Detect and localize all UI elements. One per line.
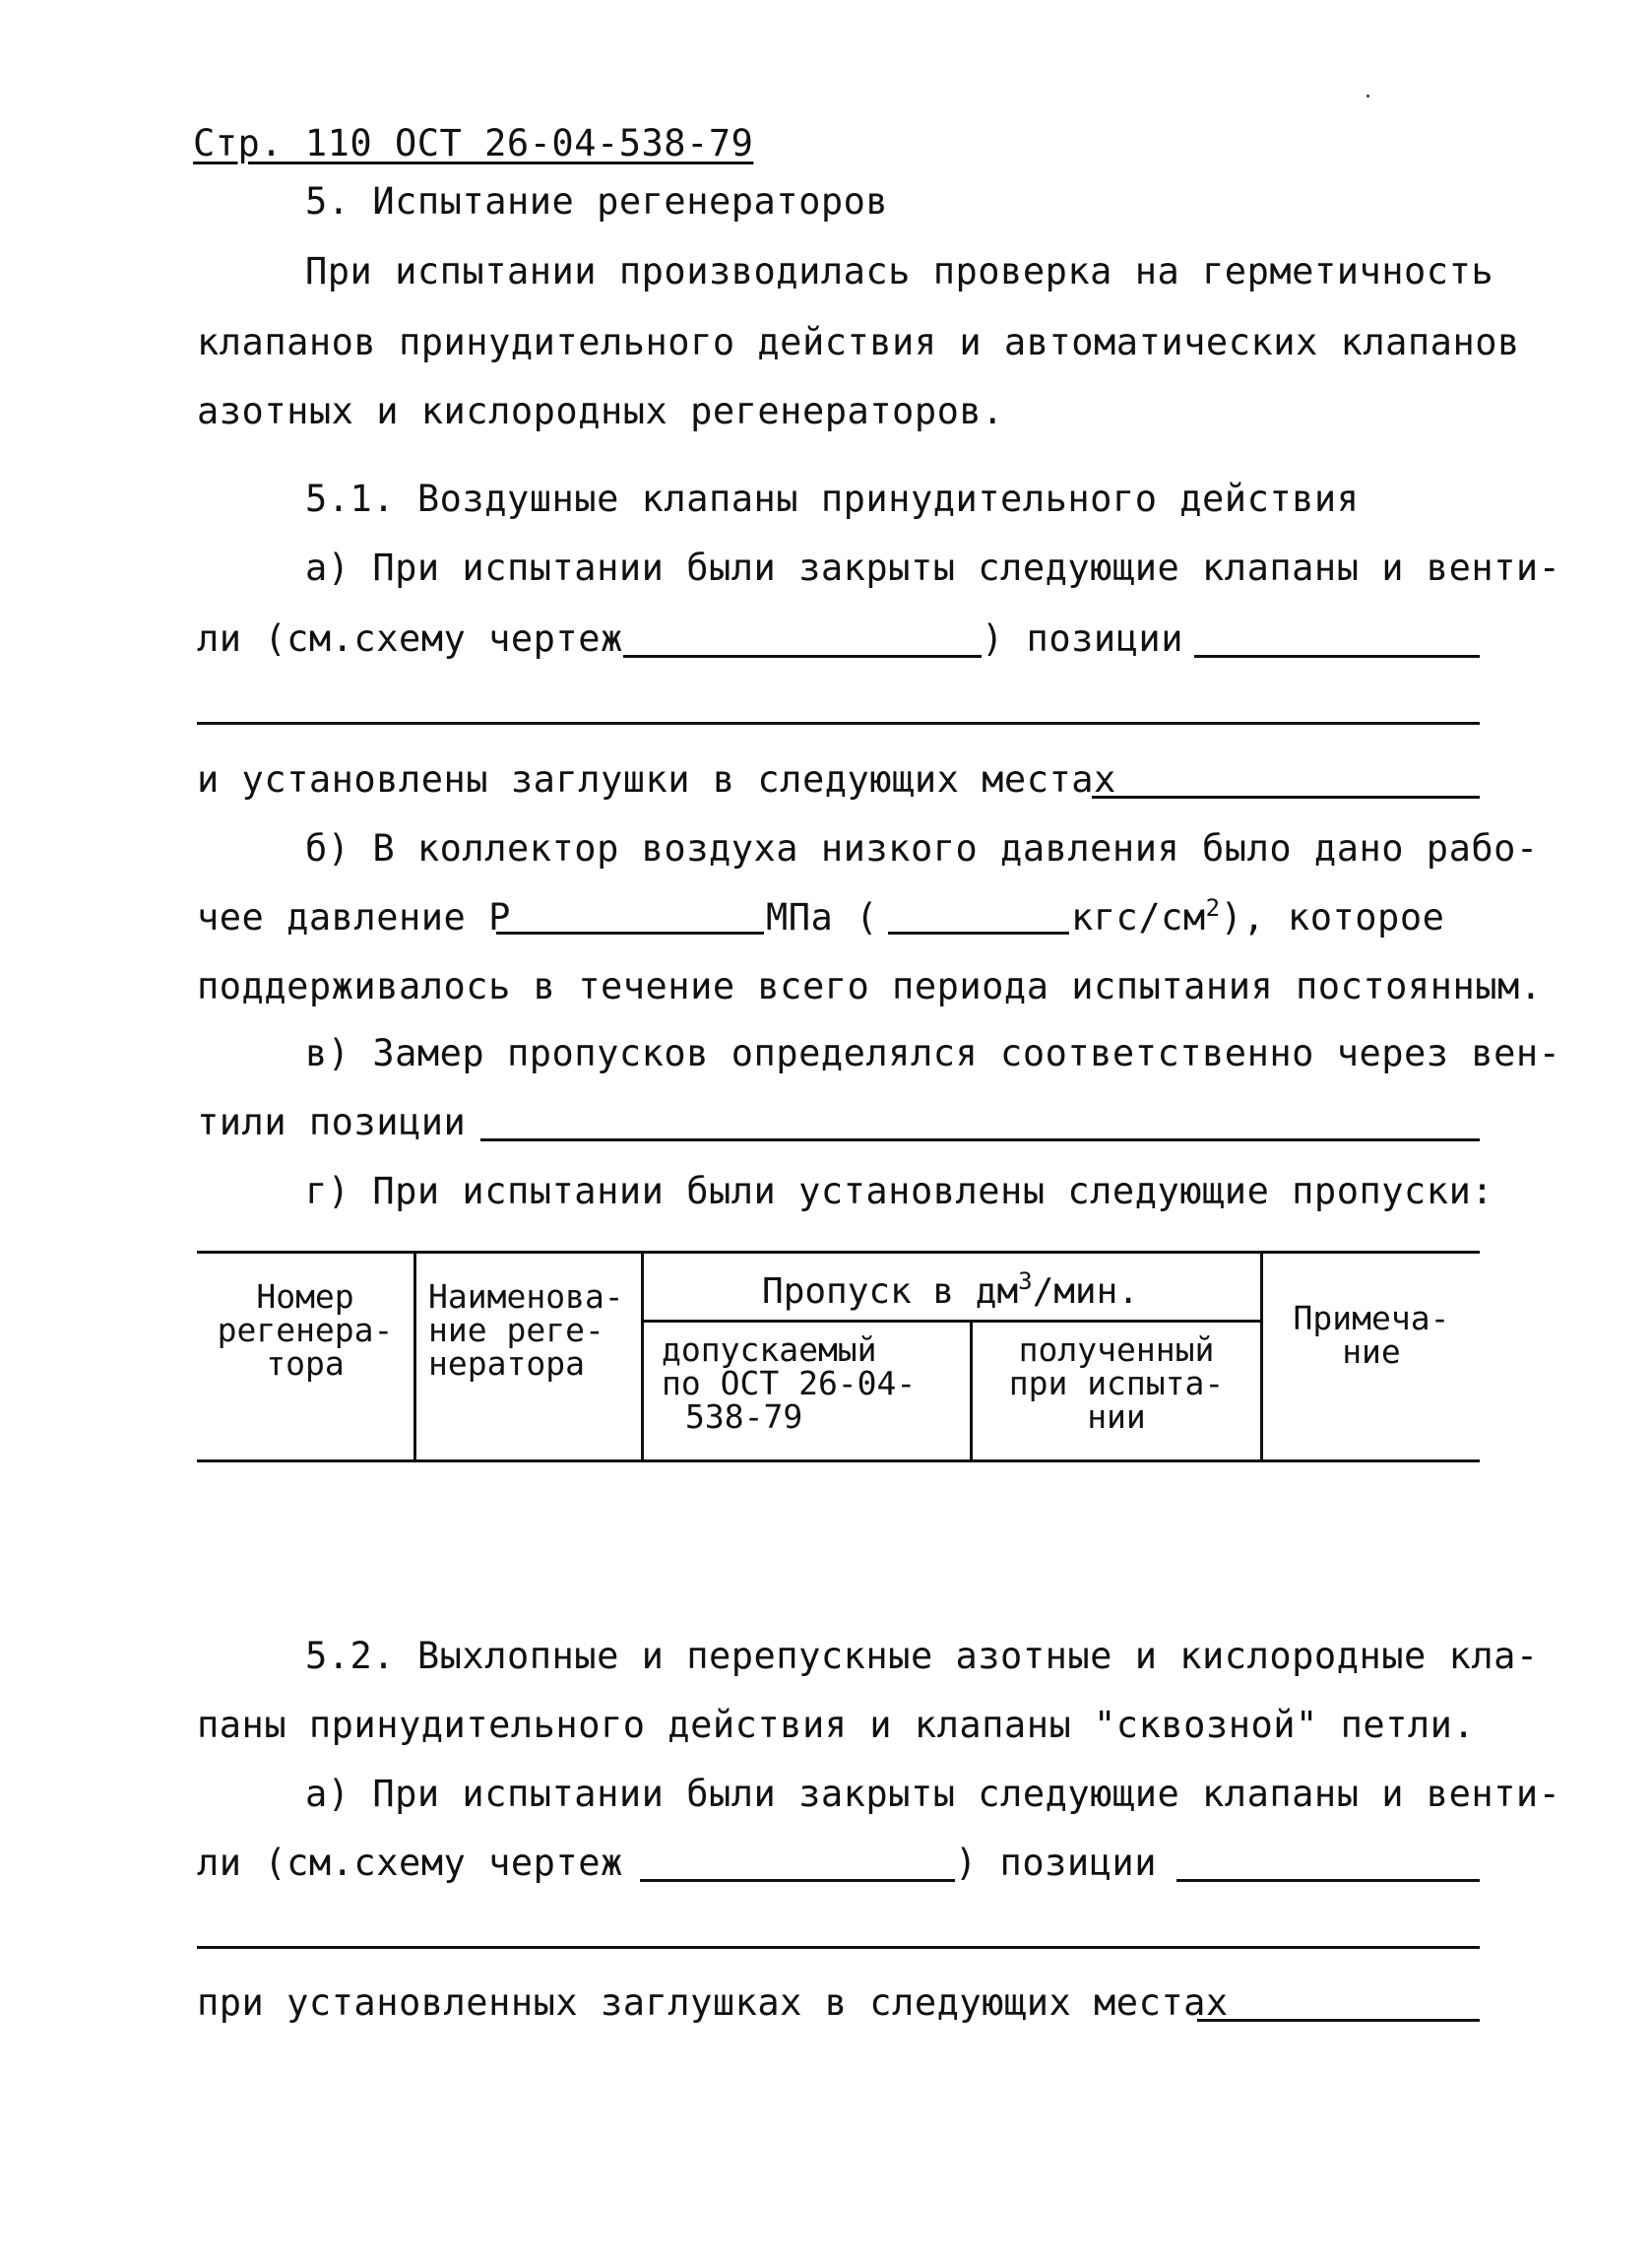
s51-b-post: ), которое [1220, 896, 1445, 939]
s51-b-unit-mpa: МПа ( [766, 896, 878, 939]
s51-a-line-4: и установлены заглушки в следующих местах [197, 758, 1116, 801]
intro-line-1: При испытании производилась проверка на герметичность [305, 250, 1494, 292]
s51-b-line-3: поддерживалось в течение всего периода испытания постоянным. [197, 965, 1543, 1007]
pressure-kgf-field[interactable] [888, 932, 1069, 935]
group-header-sup: 3 [1018, 1267, 1033, 1295]
s51-b-unit-kgf [1071, 896, 1444, 939]
s51-b-line-1: б) В коллектор воздуха низкого давления было дано рабо- [305, 827, 1539, 870]
s51-positions-field[interactable] [1194, 655, 1480, 658]
table-bottom-border [197, 1459, 1480, 1462]
s52-a-line-4: при установленных заглушках в следующих местах [197, 1981, 1229, 2024]
col2-line-1: Наименова- [428, 1277, 624, 1316]
col4-line-1: полученный [1018, 1330, 1215, 1369]
s51-positions-continuation-field[interactable] [197, 722, 1480, 725]
section-5-1-title: 5.1. Воздушные клапаны принудительного действия [305, 478, 1360, 520]
col-header-note [1263, 1299, 1480, 1371]
col-header-leakage-group [641, 1267, 1260, 1312]
table-top-border [197, 1251, 1480, 1254]
s51-a-line-1: а) При испытании были закрыты следующие клапаны и венти- [305, 547, 1561, 589]
s51-b-unit-kgf-text: кгс/см [1071, 896, 1206, 939]
col1-line-2: регенера- [217, 1311, 394, 1349]
col5-line-2: ние [1342, 1332, 1401, 1371]
section-5-2-line-1: 5.2. Выхлопные и перепускные азотные и кислородные кла- [305, 1635, 1539, 1677]
s52-positions-continuation-field[interactable] [197, 1946, 1480, 1949]
col3-line-3: 538-79 [685, 1397, 803, 1436]
col3-line-1: допускаемый [662, 1330, 877, 1369]
s52-plugs-places-field[interactable] [1197, 2019, 1480, 2022]
s51-b-line-2-pre: чее давление Р [197, 896, 511, 939]
s51-b-unit-kgf-sup: 2 [1205, 894, 1221, 922]
col4-line-3: нии [1087, 1397, 1146, 1436]
page-header: Стр. 110 ОСТ 26-04-538-79 [193, 122, 754, 164]
col-header-regenerator-number [197, 1277, 413, 1383]
section-5-2-line-2: паны принудительного действия и клапаны "сквозной" петли. [197, 1704, 1476, 1746]
scan-speck [1366, 95, 1369, 97]
s51-valves-positions-field[interactable] [480, 1138, 1480, 1141]
s51-v-line-1: в) Замер пропусков определялся соответственно через вен- [305, 1032, 1561, 1074]
s52-positions-field[interactable] [1176, 1879, 1480, 1882]
col4-line-2: при испыта- [1008, 1364, 1225, 1402]
col-header-regenerator-name [416, 1277, 641, 1383]
s51-drawing-number-field[interactable] [623, 655, 982, 658]
col5-line-1: Примеча- [1293, 1299, 1450, 1337]
intro-line-2: клапанов принудительного действия и автоматических клапанов [197, 321, 1520, 363]
col1-line-3: тора [266, 1344, 345, 1383]
col-header-allowed [644, 1330, 970, 1436]
s52-a-line-1: а) При испытании были закрыты следующие клапаны и венти- [305, 1773, 1561, 1815]
s52-drawing-number-field[interactable] [640, 1879, 955, 1882]
section-5-title: 5. Испытание регенераторов [305, 180, 889, 223]
col3-line-2: по ОСТ 26-04- [662, 1364, 917, 1402]
table-group-divider [641, 1320, 1260, 1323]
s51-a-line-2-pre: ли (см.схему чертеж [197, 617, 623, 660]
intro-line-3: азотных и кислородных регенераторов. [197, 390, 1004, 432]
s51-g-line: г) При испытании были установлены следующие пропуски: [305, 1170, 1494, 1212]
s52-a-line-2-pre: ли (см.схему чертеж [197, 1842, 623, 1884]
col-header-obtained [973, 1330, 1260, 1436]
s52-a-line-2-mid: ) позиции [955, 1842, 1157, 1884]
pressure-mpa-field[interactable] [496, 932, 764, 935]
s51-a-line-2-mid: ) позиции [982, 617, 1183, 660]
group-header-text: Пропуск в дм [762, 1271, 1019, 1312]
col2-line-2: ние реге- [428, 1311, 604, 1349]
s51-plugs-places-field[interactable] [1092, 796, 1480, 799]
group-header-unit: /мин. [1032, 1271, 1139, 1312]
col1-line-1: Номер [256, 1277, 354, 1316]
s51-v-line-2: тили позиции [197, 1101, 467, 1143]
col2-line-3: нератора [428, 1344, 585, 1383]
